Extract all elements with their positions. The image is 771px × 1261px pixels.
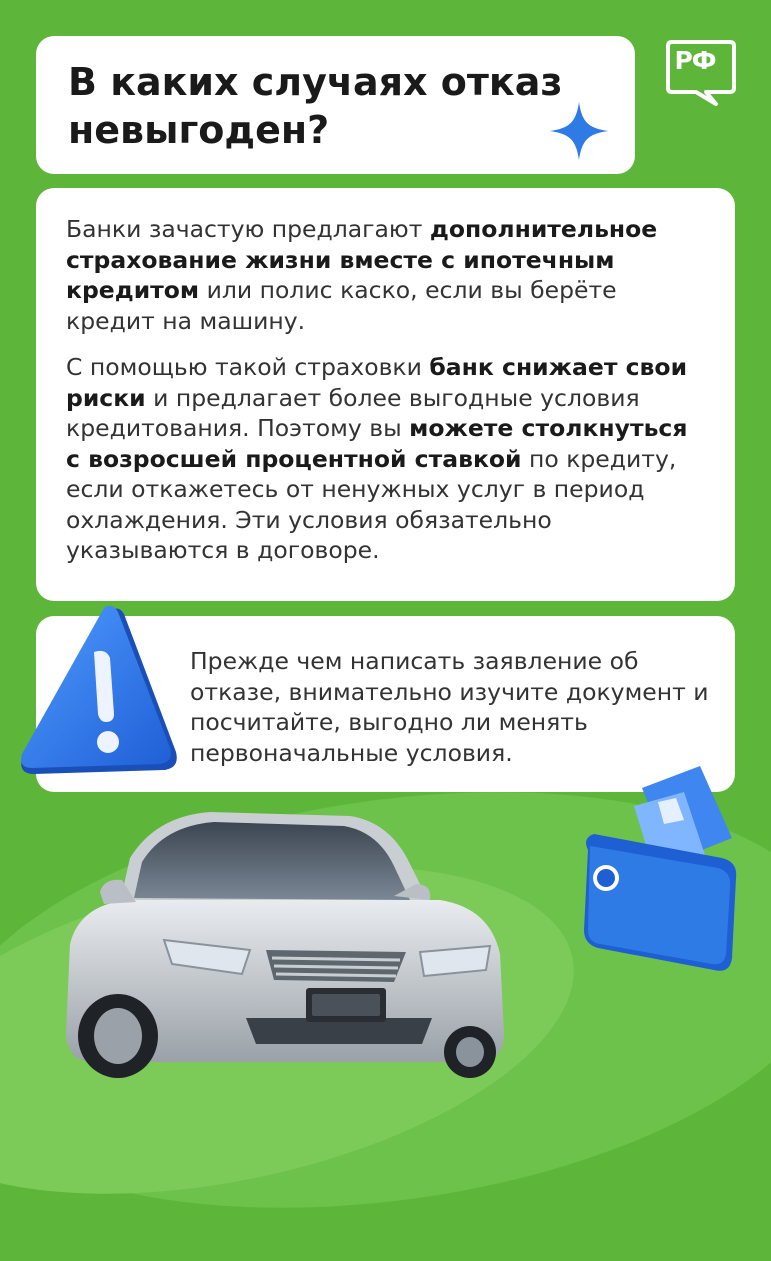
sparkle-icon <box>548 100 610 162</box>
paragraph-1: Банки зачастую предлагают дополнительное страхование жизни вместе с ипотечным кредитом или полис каско, если вы берёте кредит на машину. <box>66 215 658 335</box>
info-card <box>36 188 735 601</box>
warning-icon <box>14 602 184 778</box>
title-card <box>36 36 635 174</box>
page-title: В каких случаях отказ невыгоден? <box>68 60 563 152</box>
paragraph-2: С помощью такой страховки банк снижает свои риски и предлагает более выгодные условия кредитования. Поэтому вы можете столкнуться с возросшей процентной ставкой по кредиту, если откажетесь от ненужных услуг в период охлаждения. Эти условия обязательно указываются в договоре. <box>66 353 688 564</box>
wallet-icon <box>572 758 752 983</box>
logo-text: РФ <box>674 46 716 75</box>
note-text: Прежде чем написать заявление об отказе, внимательно изучите документ и посчитайте, выгодно ли менять первоначальные условия. <box>190 647 709 767</box>
car-image <box>60 804 510 1080</box>
